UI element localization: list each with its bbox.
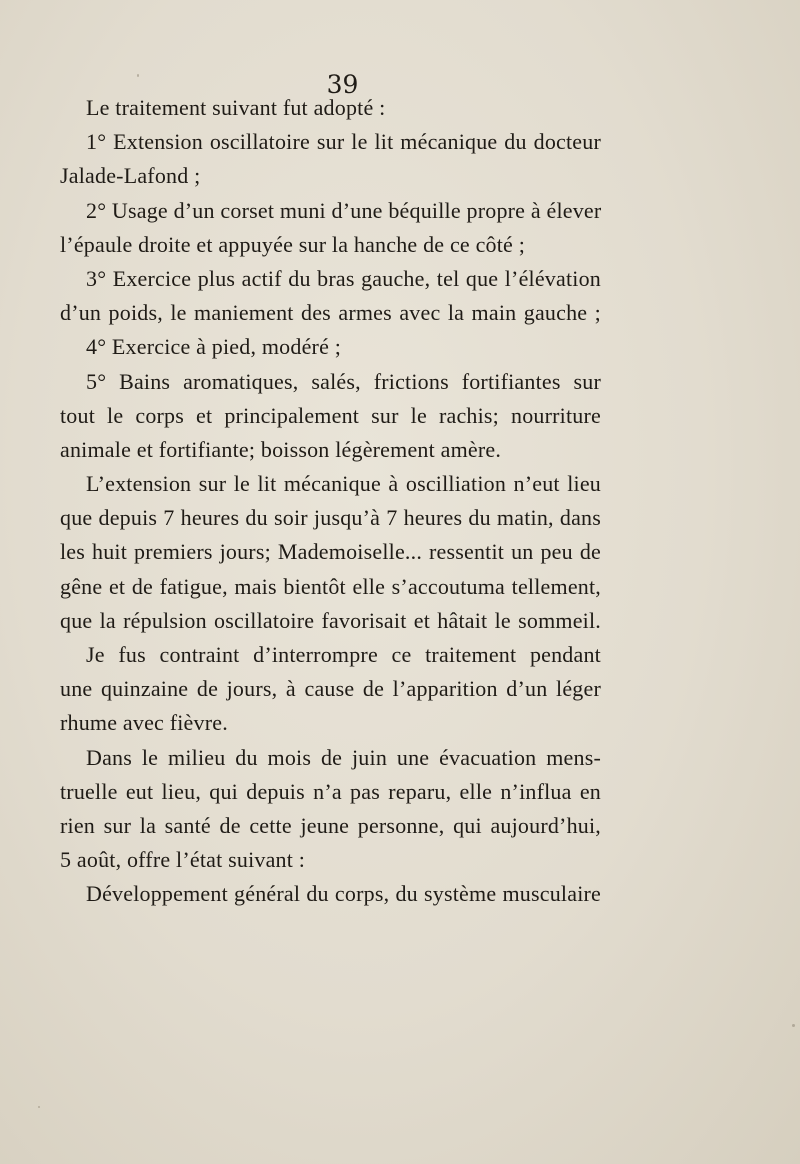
text-line: Le traitement suivant fut adopté : [86, 95, 386, 120]
text-line: les huit premiers jours; Mademoiselle... ressentit un peu de [60, 539, 601, 565]
text-line: gêne et de fatigue, mais bientôt elle s’accoutuma tellement, [60, 573, 601, 599]
text-line: que depuis 7 heures du soir jusqu’à 7 heures du matin, dans [60, 505, 601, 531]
paper-speck [792, 1024, 795, 1027]
text-line: l’épaule droite et appuyée sur la hanche de ce côté ; [60, 231, 526, 257]
text-line: 2° Usage d’un corset muni d’une béquille propre à élever [86, 197, 602, 223]
text-line: Dans le milieu du mois de juin une évacuation mens- [86, 744, 601, 770]
text-line: 4° Exercice à pied, modéré ; [86, 334, 342, 360]
text-line: 5° Bains aromatiques, salés, frictions fortifiantes sur [86, 368, 601, 394]
text-line: Jalade-Lafond ; [60, 163, 201, 189]
text-line: rhume avec fièvre. [60, 710, 228, 736]
text-line: Je fus contraint d’interrompre ce traitement pendant [86, 642, 601, 667]
text-line: tout le corps et principalement sur le rachis; nourriture [60, 402, 601, 428]
text-line: une quinzaine de jours, à cause de l’apparition d’un léger [60, 676, 601, 702]
paper-speck [38, 1106, 40, 1108]
text-line: animale et fortifiante; boisson légèrement amère. [60, 436, 502, 462]
text-line: 1° Extension oscillatoire sur le lit mécanique du docteur [86, 129, 601, 155]
page-number: 39 [326, 70, 359, 99]
text-line: Développement général du corps, du système musculaire [86, 881, 601, 907]
text-line: 5 août, offre l’état suivant : [60, 847, 306, 873]
body-text [60, 91, 601, 912]
text-line: L’extension sur le lit mécanique à oscilliation n’eut lieu [86, 471, 601, 497]
text-line: que la répulsion oscillatoire favorisait et hâtait le sommeil. [60, 607, 601, 633]
paper-speck [137, 74, 139, 77]
text-line: 3° Exercice plus actif du bras gauche, tel que l’élévation [86, 265, 601, 291]
text-line: truelle eut lieu, qui depuis n’a pas reparu, elle n’influa en [60, 778, 601, 804]
text-line: rien sur la santé de cette jeune personne, qui aujourd’hui, [60, 812, 601, 838]
text-line: d’un poids, le maniement des armes avec la main gauche ; [60, 300, 601, 326]
